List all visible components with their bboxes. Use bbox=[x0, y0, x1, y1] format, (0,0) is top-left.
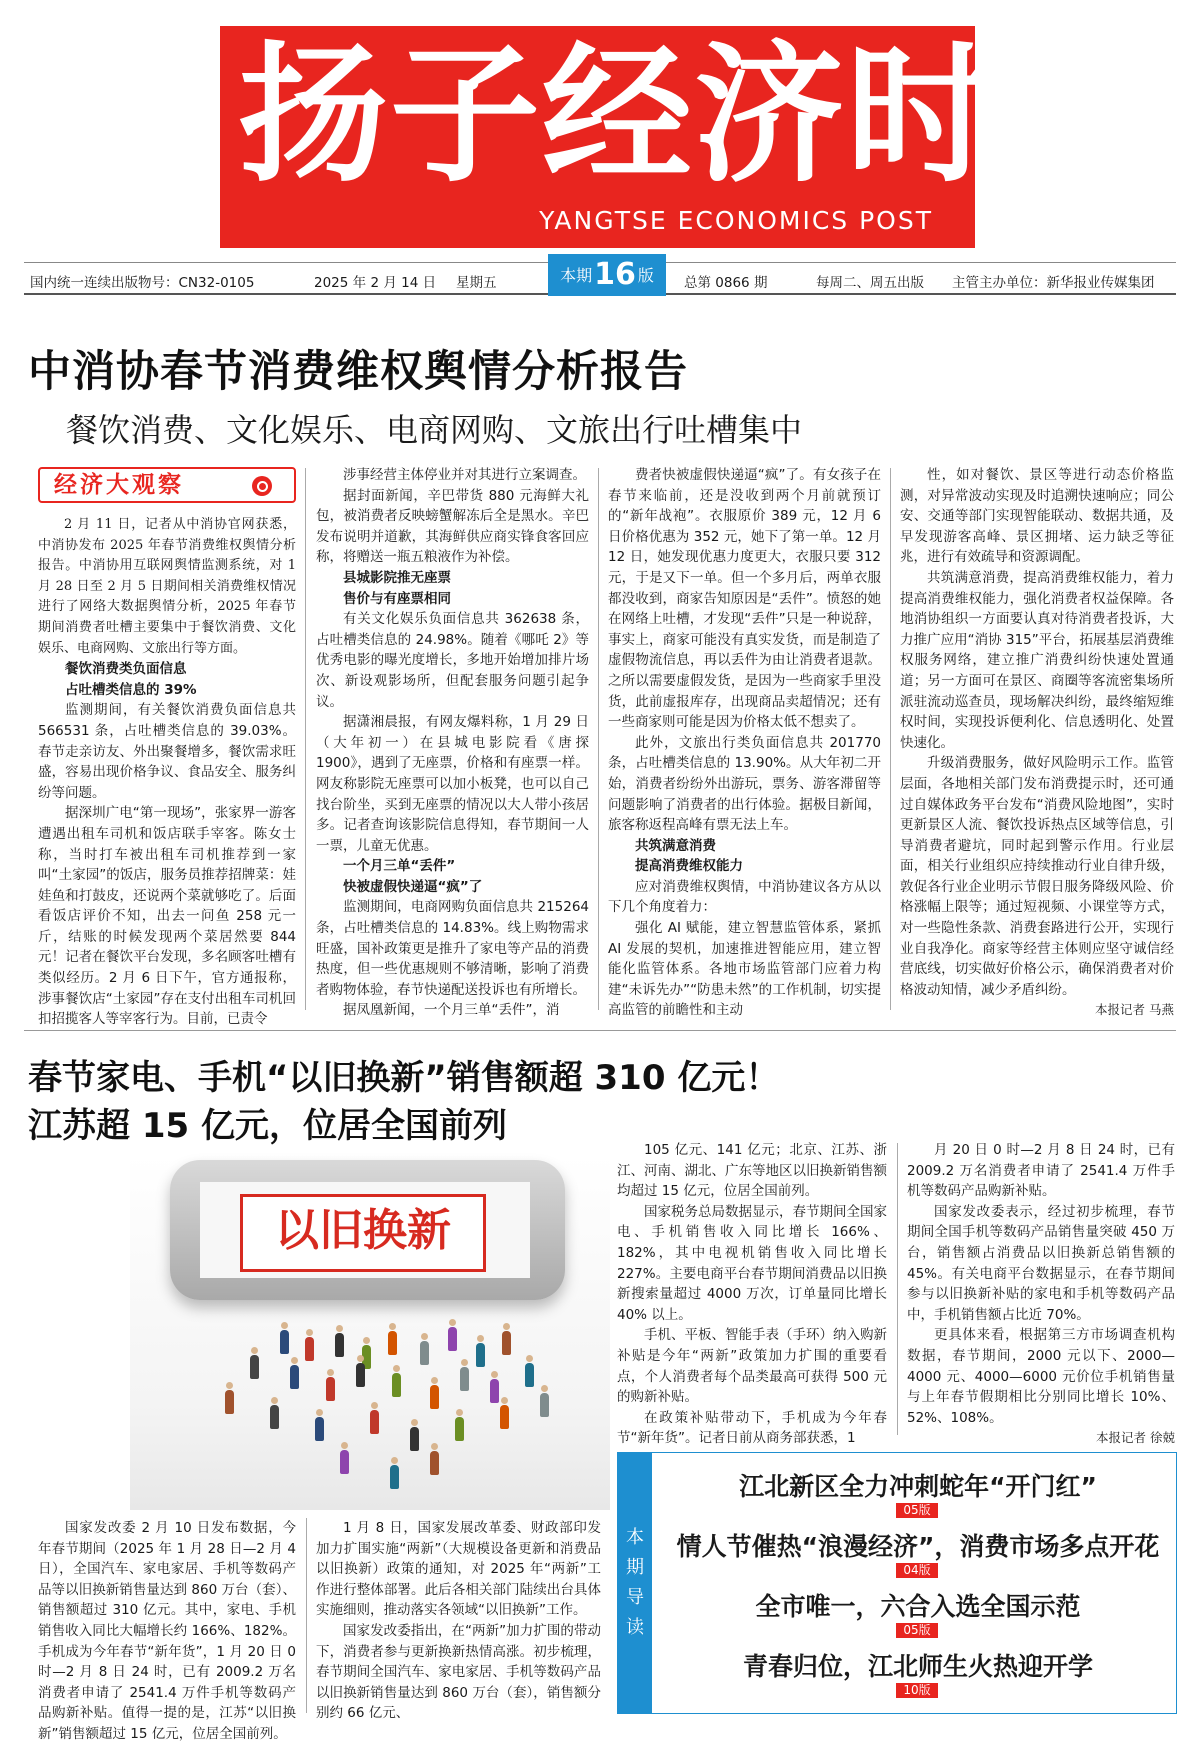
byline: 本报记者 马燕 bbox=[1095, 1002, 1174, 1018]
figurine bbox=[390, 1465, 399, 1489]
guide-item-title[interactable]: 全市唯一，六合入选全国示范 bbox=[755, 1592, 1081, 1621]
paragraph: 月 20 日 0 时—2 月 8 日 24 时，已有 2009.2 万名消费者申请了 2541.4 万件手机等数码产品购新补贴。 bbox=[907, 1142, 1175, 1200]
article2-column-2 bbox=[316, 1518, 601, 1722]
page-count: 16 bbox=[594, 257, 636, 292]
article2-column-1 bbox=[38, 1518, 296, 1742]
issue-guide-box bbox=[617, 1452, 1177, 1714]
figurine bbox=[410, 1427, 419, 1451]
figurine bbox=[430, 1385, 439, 1409]
paragraph: 据潇湘晨报，有网友爆料称，1 月 29 日（大年初一）在县城电影院看《唐探 1900》，遇到了无座票，价格和有座票一样。网友称影院无座票可以加小板凳，也可以自己找台阶坐，买到无座票的情况以大人带小孩居多。记者查询该影院信息得知，春节期间一人一票，儿童无优惠。 bbox=[316, 714, 589, 854]
figurine bbox=[460, 1367, 469, 1391]
section-subheading: 快被虚假快递逼“疯”了 bbox=[343, 878, 483, 895]
page-count-badge bbox=[548, 254, 666, 296]
figurine bbox=[335, 1333, 344, 1357]
figurine bbox=[315, 1417, 324, 1441]
byline: 本报记者 徐兢 bbox=[1096, 1430, 1175, 1446]
masthead-title: 扬子经济时报 bbox=[238, 27, 1151, 203]
paragraph: 据深圳广电“第一现场”，张家界一游客遭遇出租车司机和饭店联手宰客。陈女士称，当时打车被出租车司机推荐到一家叫“土家园”的饭店，服务员推荐招牌菜：娃娃鱼和打鼓皮，还说两个菜就够吃了。后面看饭店评价不知，出去一问鱼 258 元一斤，结账的时候发现两个菜居然要 844 元！记者在餐饮平台发现，多名顾客吐槽有类似经历。2 月 6 日下午，官方通报称，涉事餐饮店“土家园”存在支付出租车司机回扣招揽客人等宰客行为。目前，已责令 bbox=[38, 805, 296, 1028]
masthead-english: YANGTSE ECONOMICS POST bbox=[539, 206, 933, 235]
section-subheading: 占吐槽类信息的 39% bbox=[65, 681, 197, 698]
figurine bbox=[500, 1405, 509, 1429]
figurine bbox=[250, 1355, 259, 1379]
figurine bbox=[290, 1365, 299, 1389]
paragraph: 手机、平板、智能手表（手环）纳入购新补贴是今年“两新”政策加力扩围的重要看点，个人消费者每个品类最高可获得 500 元的购新补贴。 bbox=[617, 1327, 887, 1406]
article2-column-3 bbox=[617, 1140, 887, 1447]
article1-column-2 bbox=[316, 465, 589, 1019]
column-divider bbox=[897, 1143, 898, 1435]
article2-headline-line1[interactable]: 春节家电、手机“以旧换新”销售额超 310 亿元！ bbox=[28, 1058, 780, 1098]
paragraph: 此外，文旅出行类负面信息共 201770 条，占吐槽类信息的 13.90%。从大年初二开始，消费者纷纷外出游玩，票务、游客滞留等问题影响了消费者的出行体验。据极目新闻，旅客称返程高峰有票无法上车。 bbox=[608, 734, 881, 834]
section-subheading: 提高消费维权能力 bbox=[635, 858, 743, 875]
paragraph: 共筑满意消费，提高消费维权能力，着力提高消费维权能力，强化消费者权益保障。各地消协组织一方面要认真对待消费者投诉，大力推广应用“消协 315”平台，拓展基层消费维权服务网络，建立推广消费纠纷快速处置通道；另一方面可在景区、商圈等客流密集场所派驻流动巡查员，现场解决纠纷，最终缩短维权时间，实现投诉便利化、信息透明化、处置快速化。 bbox=[900, 569, 1174, 751]
figurine bbox=[305, 1337, 314, 1361]
figurine bbox=[280, 1330, 289, 1354]
paragraph: 2 月 11 日，记者从中消协官网获悉，中消协发布 2025 年春节消费维权舆情分析报告。中消协用互联网舆情监测系统，对 1 月 28 日至 2 月 5 日期间相关消费维权情况进行了网络大数据舆情分析，2025 年春节期间消费者吐槽主要集中于餐饮消费、文化娱乐、电商网购、文旅出行等方面。 bbox=[38, 517, 296, 656]
column-divider bbox=[890, 468, 891, 1010]
paragraph: 105 亿元、141 亿元；北京、江苏、浙江、河南、湖北、广东等地区以旧换新销售额均超过 15 亿元，位居全国前列。 bbox=[617, 1142, 887, 1200]
issue-date: 2025 年 2 月 14 日 bbox=[314, 275, 437, 291]
section-subheading: 共筑满意消费 bbox=[635, 837, 716, 854]
paragraph: 更具体来看，根据第三方市场调查机构数据，春节期间，2000 元以下、2000—4000 元、4000—6000 元价位手机销售量与上年春节假期相比分别同比增长 10%、52%、108%。 bbox=[907, 1327, 1175, 1426]
section-subheading: 一个月三单“丢件” bbox=[343, 858, 456, 875]
weekday: 星期五 bbox=[456, 275, 497, 291]
figurine bbox=[502, 1331, 511, 1355]
article2-headline-line2[interactable]: 江苏超 15 亿元，位居全国前列 bbox=[28, 1106, 507, 1146]
page-count-prefix: 本期 bbox=[560, 266, 593, 285]
figurine bbox=[420, 1341, 429, 1365]
article2-photo bbox=[130, 1155, 610, 1510]
paragraph: 1 月 8 日，国家发展改革委、财政部印发加力扩围实施“两新”（大规模设备更新和消费品以旧换新）政策的通知，对 2025 年“两新”工作进行整体部署。此后各相关部门陆续出台具体实施细则，推动落实各领域“以旧换新”工作。 bbox=[316, 1520, 601, 1619]
paragraph: 监测期间，电商网购负面信息共 215264 条，占吐槽类信息的 14.83%。线上购物需求旺盛，国补政策更是推升了家电等产品的消费热度，但一些优惠规则不够清晰，影响了消费者购物体验，春节快递配送投诉也有所增长。 bbox=[316, 899, 589, 998]
paragraph: 监测期间，有关餐饮消费负面信息共 566531 条，占吐槽类信息的 39.03%。春节走亲访友、外出聚餐增多，餐饮需求旺盛，容易出现价格争议、食品安全、服务纠纷等问题。 bbox=[38, 702, 296, 801]
guide-item-title[interactable]: 青春归位，江北师生火热迎开学 bbox=[742, 1652, 1093, 1681]
photo-label: 以旧换新 bbox=[240, 1194, 486, 1272]
total-issue: 总第 0866 期 bbox=[684, 275, 768, 291]
paragraph: 国家发改委 2 月 10 日发布数据，今年春节期间（2025 年 1 月 28 日—2 月 4 日），全国汽车、家电家居、手机等数码产品等以旧换新销售量达到 860 万台（套）、销售额超过 310 亿元。其中，家电、手机销售收入同比大幅增长约 166%、182%。手机成为今年春节“新年货”，1 月 20 日 0 时—2 月 8 日 24 时，已有 2009.2 万名消费者申请了 2541.4 万件手机等数码产品购新补贴。值得一提的是，江苏“以旧换新”销售额超过 15 亿元，位居全国前列。 bbox=[38, 1520, 296, 1742]
paragraph: 涉事经营主体停业并对其进行立案调查。 bbox=[343, 467, 586, 483]
smartphone-illustration bbox=[170, 1160, 565, 1300]
article2-column-4 bbox=[907, 1140, 1175, 1446]
paragraph: 升级消费服务，做好风险明示工作。监管层面，各地相关部门发布消费提示时，还可通过自媒体政务平台发布“消费风险地图”，实时更新景区人流、餐饮投诉热点区域等信息，引导消费者避坑，同时起到警示作用。行业层面，相关行业组织应持续推动行业自律升级，敦促各行业企业明示节假日服务降级风险、价格涨幅上限等；通过短视频、小课堂等方式，对一些隐性条款、消费套路进行公开，实现行业自我净化。商家等经营主体则应坚守诚信经营底线，切实做好价格公示，确保消费者对价格波动知情，减少矛盾纠纷。 bbox=[900, 755, 1174, 998]
figurine bbox=[540, 1393, 549, 1417]
figurine bbox=[388, 1331, 397, 1355]
guide-item-title[interactable]: 江北新区全力冲刺蛇年“开门红” bbox=[739, 1472, 1097, 1501]
figurine bbox=[356, 1363, 365, 1387]
publication-number: 国内统一连续出版物号：CN32-0105 bbox=[30, 275, 255, 291]
section-subheading: 餐饮消费类负面信息 bbox=[65, 661, 187, 678]
paragraph: 国家发改委指出，在“两新”加力扩围的带动下，消费者参与更新换新热情高涨。初步梳理，春节期间全国汽车、家电家居、手机等数码产品以旧换新销售量达到 860 万台（套），销售额分别约 66 亿元、 bbox=[316, 1622, 601, 1722]
article1-subhead: 餐饮消费、文化娱乐、电商网购、文旅出行吐槽集中 bbox=[66, 411, 803, 449]
masthead bbox=[220, 26, 1151, 248]
article1-headline[interactable]: 中消协春节消费维权舆情分析报告 bbox=[28, 347, 688, 397]
column-divider bbox=[598, 468, 599, 1010]
paragraph: 据封面新闻，辛巴带货 880 元海鲜大礼包，被消费者反映螃蟹解冻后全是黑水。辛巴发布说明并道歉，其海鲜供应商实锋食客回应称，将赠送一瓶五粮液作为补偿。 bbox=[316, 487, 589, 566]
section-divider bbox=[24, 1030, 1176, 1031]
sponsor: 主管主办单位：新华报业传媒集团 bbox=[952, 275, 1155, 291]
phone-screen bbox=[200, 1182, 530, 1278]
paragraph: 国家发改委表示，经过初步梳理，春节期间全国手机等数码产品销售量突破 450 万台，销售额占消费品以旧换新总销售额的 45%。有关电商平台数据显示，在春节期间参与以旧换新补贴的家电和手机等数码产品中，手机销售额占比近 70%。 bbox=[907, 1203, 1175, 1323]
paragraph: 国家税务总局数据显示，春节期间全国家电、手机销售收入同比增长 166%、182%，其中电视机销售收入同比增长 227%。主要电商平台春节期间消费品以旧换新搜索量超过 4000 万次，订单量同比增长 40% 以上。 bbox=[617, 1203, 887, 1323]
article1-column-4 bbox=[900, 465, 1174, 1018]
paragraph: 费者快被虚假快递逼“疯”了。有女孩子在春节来临前，还是没收到两个月前就预订的“新年战袍”。衣服原价 389 元，12 月 6 日价格优惠为 352 元，她下了第一单。12 月 12 日，她发现优惠力度更大，衣服只要 312 元，于是又下一单。但一个多月后，两单衣服都没收到，商家告知原因是“丢件”。愤怒的她在网络上吐槽，才发现“丢件”只是一种说辞，事实上，商家可能没有真实发货，而是制造了虚假物流信息，再以丢件为由让消费者退款。之所以需要虚假发货，是因为一些商家手里没货，此前虚报库存，出现商品卖超情况；还有一些商家则可能是因为价格太低不想卖了。 bbox=[608, 467, 881, 731]
paragraph: 据凤凰新闻，一个月三单“丢件”，消 bbox=[343, 1002, 560, 1019]
figurine bbox=[455, 1417, 464, 1441]
search-icon bbox=[252, 476, 272, 496]
figurine bbox=[476, 1343, 485, 1367]
figurine bbox=[270, 1405, 279, 1429]
guide-item-title[interactable]: 情人节催热“浪漫经济”，消费市场多点开花 bbox=[676, 1532, 1160, 1561]
page-count-suffix: 版 bbox=[637, 266, 654, 285]
guide-item-page: 10版 bbox=[896, 1683, 938, 1698]
column-tag bbox=[38, 467, 296, 503]
guide-item-page: 05版 bbox=[896, 1623, 938, 1638]
figurine bbox=[340, 1450, 349, 1474]
column-tag-label: 经济大观察 bbox=[54, 472, 184, 498]
paragraph: 在政策补贴带动下，手机成为今年春节“新年货”。记者日前从商务部获悉，1 bbox=[617, 1409, 887, 1447]
figurine bbox=[370, 1410, 379, 1434]
figurine bbox=[448, 1327, 457, 1351]
column-divider bbox=[305, 468, 306, 1010]
figurine bbox=[490, 1379, 499, 1403]
figurine bbox=[225, 1390, 234, 1414]
guide-item-page: 04版 bbox=[896, 1563, 938, 1578]
figurine bbox=[525, 1363, 534, 1387]
section-subheading: 县城影院推无座票 bbox=[343, 569, 451, 586]
publish-frequency: 每周二、周五出版 bbox=[816, 275, 924, 291]
section-subheading: 售价与有座票相同 bbox=[343, 590, 451, 607]
figurine bbox=[326, 1377, 335, 1401]
guide-item-page: 05版 bbox=[896, 1503, 938, 1518]
figurine bbox=[392, 1373, 401, 1397]
paragraph: 性，如对餐饮、景区等进行动态价格监测，对异常波动实现及时追溯快速响应；同公安、交通等部门实现智能联动、数据共通，及早发现游客高峰、景区拥堵、运力缺乏等征兆，进行有效疏导和资源调配。 bbox=[900, 467, 1174, 566]
paragraph: 应对消费维权舆情，中消协建议各方从以下几个角度着力： bbox=[608, 878, 881, 916]
issue-guide-label: 本期导读 bbox=[618, 1453, 652, 1713]
article1-column-1 bbox=[38, 515, 296, 1028]
paragraph: 强化 AI 赋能，建立智慧监管体系，紧抓 AI 发展的契机，加速推进智能应用，建立智能化监管体系。各地市场监管部门应着力构建“未诉先办”“防患未然”的工作机制，切实提高监管的前瞻性和主动 bbox=[608, 920, 881, 1019]
paragraph: 有关文化娱乐负面信息共 362638 条，占吐槽类信息的 24.98%。随着《哪吒 2》等优秀电影的曝光度增长，多地开始增加排片场次、新设观影场所，但配套服务问题引起争议。 bbox=[316, 611, 589, 710]
figurine bbox=[430, 1451, 439, 1475]
column-divider bbox=[306, 1518, 307, 1713]
article1-column-3 bbox=[608, 465, 881, 1019]
